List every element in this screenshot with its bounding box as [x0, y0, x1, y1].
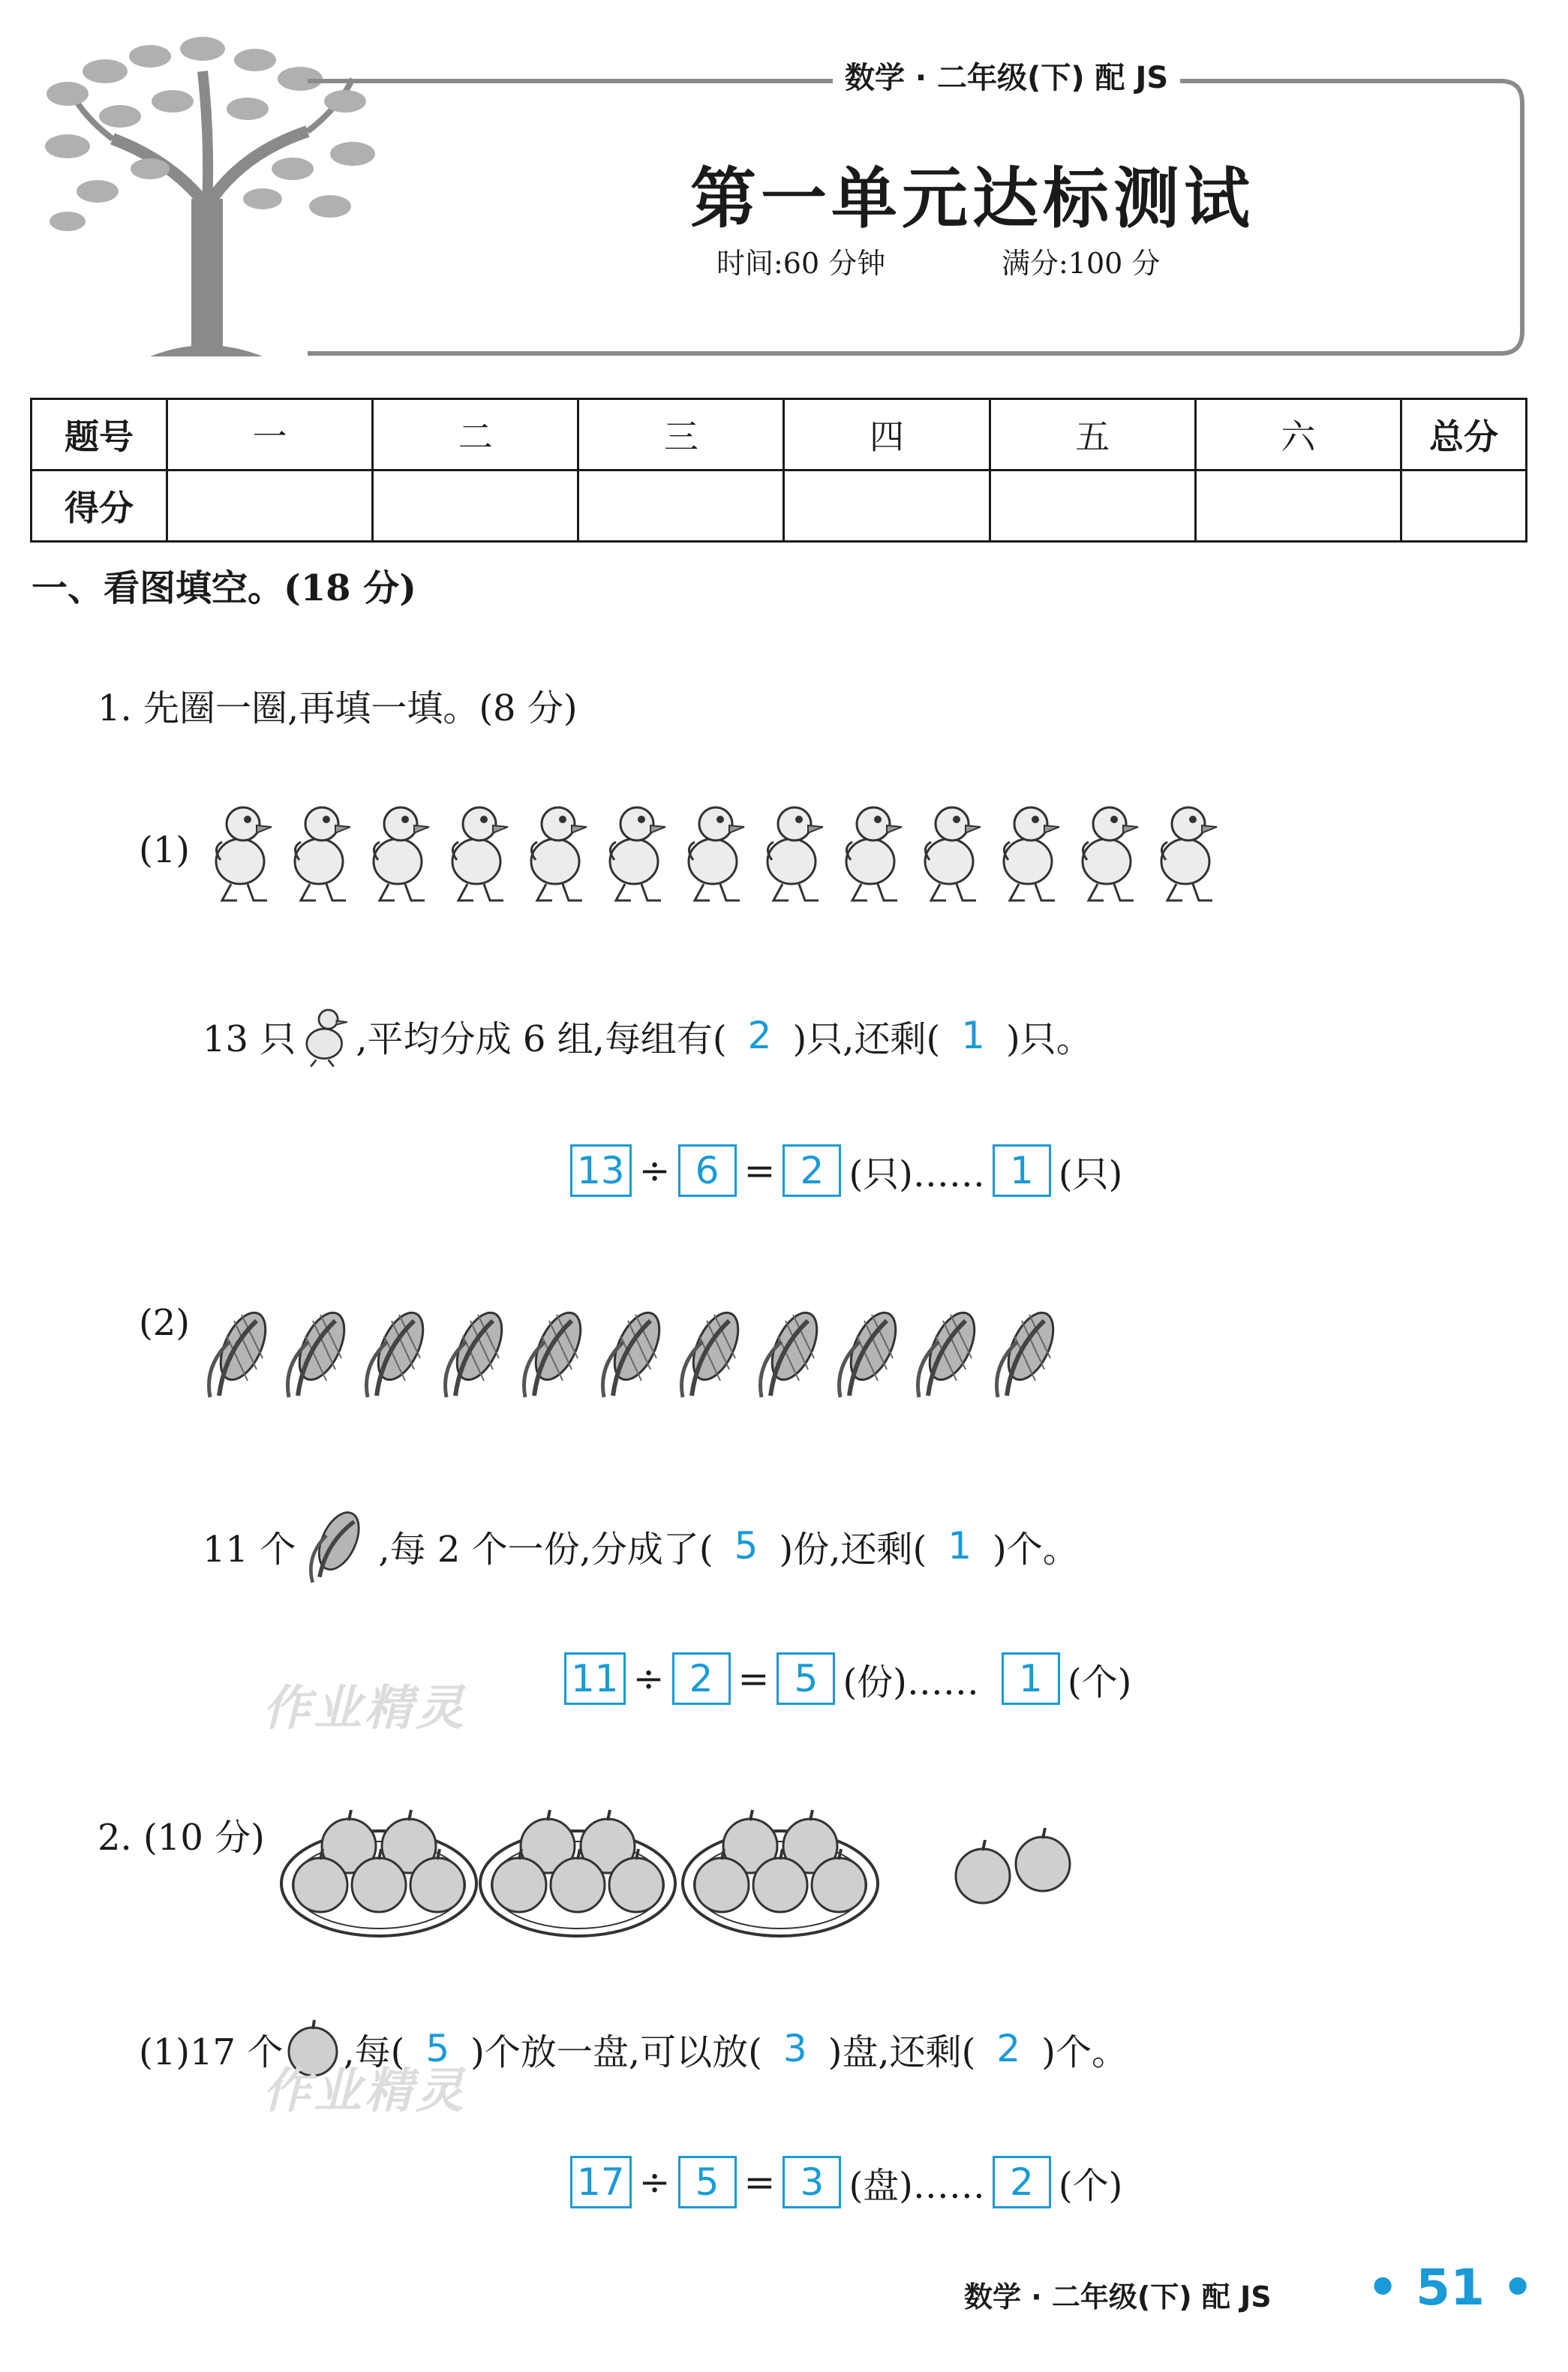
score-input-4[interactable] [784, 470, 990, 542]
time-limit: 时间:60 分钟 [716, 247, 886, 280]
part-2-text-d: )个。 [993, 1528, 1079, 1571]
corn-image [440, 1298, 512, 1406]
score-input-1[interactable] [167, 470, 373, 542]
header-subject: 数学 · 二年级(下) 配 JS [833, 54, 1180, 97]
eq1-dividend-box[interactable]: 13 [570, 1144, 632, 1197]
part-2-text-b: ,每 2 个一份,分成了( [378, 1528, 713, 1571]
corn-image [519, 1298, 590, 1406]
score-input-total[interactable] [1401, 470, 1527, 542]
corn-image [834, 1298, 906, 1406]
q2-part-1-answer-2[interactable]: 3 [782, 2027, 807, 2070]
watermark-2: 作业精灵 [263, 2063, 467, 2119]
eq3-remainder-box[interactable]: 2 [993, 2156, 1051, 2208]
score-input-5[interactable] [990, 470, 1195, 542]
duck-image [1071, 788, 1142, 911]
corn-image [362, 1298, 433, 1406]
watermark-1: 作业精灵 [263, 1680, 467, 1736]
apple-plates [278, 1801, 1088, 1944]
eq1-remainder-box[interactable]: 1 [993, 1144, 1051, 1197]
duck-image [440, 788, 512, 911]
duck-image [834, 788, 906, 911]
part-1-text-a: 13 只 [203, 1018, 296, 1060]
section-1-title: 一、看图填空。(18 分) [32, 567, 416, 609]
cell-section-5: 五 [990, 399, 1195, 470]
duck-image [1149, 788, 1221, 911]
score-table [30, 398, 1527, 543]
q2-part-1-text-c: )个放一盘,可以放( [470, 2031, 762, 2073]
cell-section-2: 二 [373, 399, 578, 470]
eq1-unit-2: (只) [1058, 1153, 1123, 1195]
q2-part-1-text-e: )个。 [1041, 2031, 1128, 2073]
score-input-2[interactable] [373, 470, 578, 542]
duck-icon [296, 1002, 356, 1069]
eq1-equals-sign: = [743, 1149, 776, 1192]
duck-image [677, 788, 748, 911]
part-1-label: (1) [139, 829, 190, 871]
corn-image [755, 1298, 827, 1406]
duck-row [204, 788, 1221, 911]
eq1-quotient-box[interactable]: 2 [782, 1144, 841, 1197]
duck-image [362, 788, 433, 911]
part-2-sentence [203, 1501, 1079, 1591]
q2-part-1-answer-1[interactable]: 5 [425, 2027, 450, 2070]
duck-image [913, 788, 984, 911]
corn-image [283, 1298, 354, 1406]
eq2-equals-sign: = [737, 1657, 770, 1700]
q2-part-1-equation [570, 2156, 1122, 2208]
q2-part-1-text-b: ,每( [343, 2031, 405, 2073]
part-2-text-a: 11 个 [203, 1528, 296, 1571]
corn-image [598, 1298, 669, 1406]
corn-image [913, 1298, 984, 1406]
cell-section-4: 四 [784, 399, 990, 470]
corn-image [204, 1298, 275, 1406]
q2-part-1-answer-3[interactable]: 2 [996, 2027, 1021, 2070]
question-2-title: 2. (10 分) [98, 1817, 265, 1859]
part-2-text-c: )份,还剩( [779, 1528, 927, 1571]
part-1-text-b: ,平均分成 6 组,每组有( [356, 1018, 727, 1060]
eq2-unit-2: (个) [1067, 1661, 1132, 1703]
footer-subject: 数学 · 二年级(下) 配 JS [964, 2280, 1272, 2313]
corn-row [204, 1298, 1063, 1406]
duck-image [598, 788, 669, 911]
eq2-divisor-box[interactable]: 2 [672, 1652, 731, 1705]
duck-image [755, 788, 827, 911]
duck-image [283, 788, 354, 911]
corn-icon [296, 1501, 378, 1591]
apple-image [956, 1840, 1010, 1903]
page-number: • 51 • [1367, 2259, 1534, 2316]
eq3-equals-sign: = [743, 2160, 776, 2204]
eq2-dividend-box[interactable]: 11 [564, 1652, 626, 1705]
part-1-sentence [203, 1002, 1092, 1069]
corn-image [677, 1298, 748, 1406]
score-input-3[interactable] [578, 470, 784, 542]
cell-section-6: 六 [1195, 399, 1401, 470]
part-2-answer-1[interactable]: 5 [734, 1524, 758, 1568]
cell-section-3: 三 [578, 399, 784, 470]
score-table-score-row [32, 470, 1527, 542]
q2-part-1-text-d: )盘,还剩( [828, 2031, 976, 2073]
eq3-unit-2: (个) [1058, 2164, 1123, 2207]
duck-image [204, 788, 275, 911]
page-title: 第一单元达标测试 [690, 159, 1255, 237]
eq3-dividend-box[interactable]: 17 [570, 2156, 632, 2208]
score-table-header-row [32, 399, 1527, 470]
eq2-divide-sign: ÷ [632, 1657, 665, 1700]
cell-total-label: 总分 [1401, 399, 1527, 470]
q2-part-1-text-a: (1)17 个 [139, 2031, 284, 2073]
cell-question-number-label: 题号 [32, 399, 167, 470]
score-input-6[interactable] [1195, 470, 1401, 542]
part-2-answer-2[interactable]: 1 [948, 1524, 972, 1568]
part-1-answer-2[interactable]: 1 [961, 1014, 985, 1057]
cell-score-label: 得分 [32, 470, 167, 542]
eq1-unit-1: (只)…… [849, 1153, 985, 1195]
part-2-label: (2) [139, 1302, 190, 1344]
part-1-text-c: )只,还剩( [792, 1018, 941, 1060]
eq1-divisor-box[interactable]: 6 [678, 1144, 737, 1197]
cell-section-1: 一 [167, 399, 373, 470]
apple-image [1016, 1828, 1070, 1891]
eq3-unit-1: (盘)…… [849, 2164, 985, 2207]
part-1-answer-1[interactable]: 2 [747, 1014, 772, 1057]
question-1-title: 1. 先圈一圈,再填一填。(8 分) [98, 687, 578, 729]
part-2-equation [564, 1652, 1131, 1705]
eq3-divide-sign: ÷ [638, 2160, 671, 2204]
eq3-divisor-box[interactable]: 5 [678, 2156, 737, 2208]
eq3-quotient-box[interactable]: 3 [782, 2156, 841, 2208]
eq1-divide-sign: ÷ [638, 1149, 671, 1192]
eq2-quotient-box[interactable]: 5 [776, 1652, 835, 1705]
duck-image [992, 788, 1063, 911]
duck-image [519, 788, 590, 911]
part-1-equation [570, 1144, 1122, 1197]
eq2-unit-1: (份)…… [843, 1661, 979, 1703]
corn-image [992, 1298, 1063, 1406]
eq2-remainder-box[interactable]: 1 [1002, 1652, 1060, 1705]
part-1-text-d: )只。 [1006, 1018, 1092, 1060]
full-score: 满分:100 分 [1002, 247, 1161, 280]
